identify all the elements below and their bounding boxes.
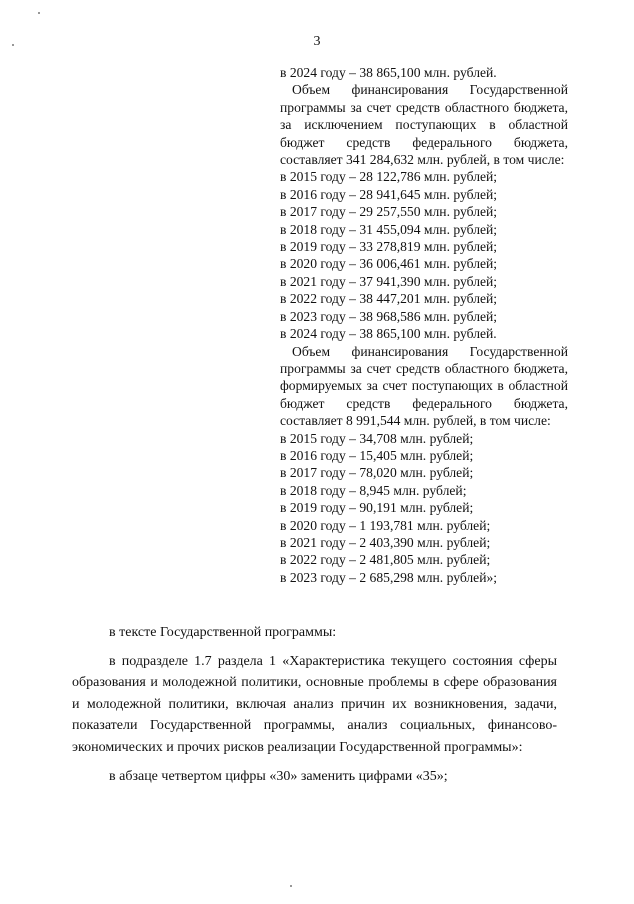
paragraph-program-text: в тексте Государственной программы: bbox=[109, 625, 337, 640]
federal-funds-intro: Объем финансирования Государственной программы за счет средств областного бюджета, формируемых за счет поступающих в областной бюджет средств федерального бюджета, составляет 8 991,544 млн. рублей, в том числе: bbox=[280, 343, 568, 429]
page-number: 3 bbox=[313, 34, 321, 49]
federal-funds-years bbox=[280, 430, 568, 587]
year-line: в 2023 году – 2 685,298 млн. рублей»; bbox=[280, 569, 498, 585]
year-line: в 2020 году – 36 006,461 млн. рублей; bbox=[280, 256, 498, 272]
paragraph-subsection-reference: в подразделе 1.7 раздела 1 «Характеристика текущего состояния сферы образования и молодежной политики, основные проблемы в сфере образования и молодежной политики, включая анализ причин их возникновения, задачи, показатели Государственной программы, анализ социальных, финансово-экономических и прочих рисков реализации Государственной программы»: bbox=[72, 653, 557, 755]
year-line: в 2016 году – 28 941,645 млн. рублей; bbox=[280, 186, 498, 202]
year-line: в 2021 году – 37 941,390 млн. рублей; bbox=[280, 273, 498, 289]
year-line: в 2015 году – 34,708 млн. рублей; bbox=[280, 430, 474, 446]
year-line: в 2022 году – 38 447,201 млн. рублей; bbox=[280, 291, 498, 307]
line-2024-total: в 2024 году – 38 865,100 млн. рублей. bbox=[280, 65, 497, 80]
regional-budget-years bbox=[280, 168, 568, 342]
scan-mark bbox=[290, 885, 292, 887]
amendment-text bbox=[72, 622, 557, 795]
year-line: в 2015 году – 28 122,786 млн. рублей; bbox=[280, 169, 498, 185]
year-line: в 2018 году – 8,945 млн. рублей; bbox=[280, 482, 467, 498]
year-line: в 2016 году – 15,405 млн. рублей; bbox=[280, 447, 474, 463]
regional-budget-intro: Объем финансирования Государственной программы за счет средств областного бюджета, за исключением поступающих в областной бюджет средств федерального бюджета, составляет 341 284,632 млн. рублей, в том числе: bbox=[280, 82, 568, 168]
year-line: в 2017 году – 78,020 млн. рублей; bbox=[280, 465, 474, 481]
year-line: в 2024 году – 38 865,100 млн. рублей. bbox=[280, 326, 497, 342]
scan-mark bbox=[38, 12, 40, 14]
year-line: в 2019 году – 90,191 млн. рублей; bbox=[280, 500, 474, 516]
financing-column bbox=[280, 64, 568, 586]
year-line: в 2021 году – 2 403,390 млн. рублей; bbox=[280, 534, 491, 550]
year-line: в 2017 году – 29 257,550 млн. рублей; bbox=[280, 204, 498, 220]
year-line: в 2022 году – 2 481,805 млн. рублей; bbox=[280, 552, 491, 568]
year-line: в 2020 году – 1 193,781 млн. рублей; bbox=[280, 517, 491, 533]
year-line: в 2018 году – 31 455,094 млн. рублей; bbox=[280, 221, 498, 237]
paragraph-replace-figures: в абзаце четвертом цифры «30» заменить цифрами «35»; bbox=[109, 769, 448, 784]
year-line: в 2023 году – 38 968,586 млн. рублей; bbox=[280, 308, 498, 324]
year-line: в 2019 году – 33 278,819 млн. рублей; bbox=[280, 239, 498, 255]
